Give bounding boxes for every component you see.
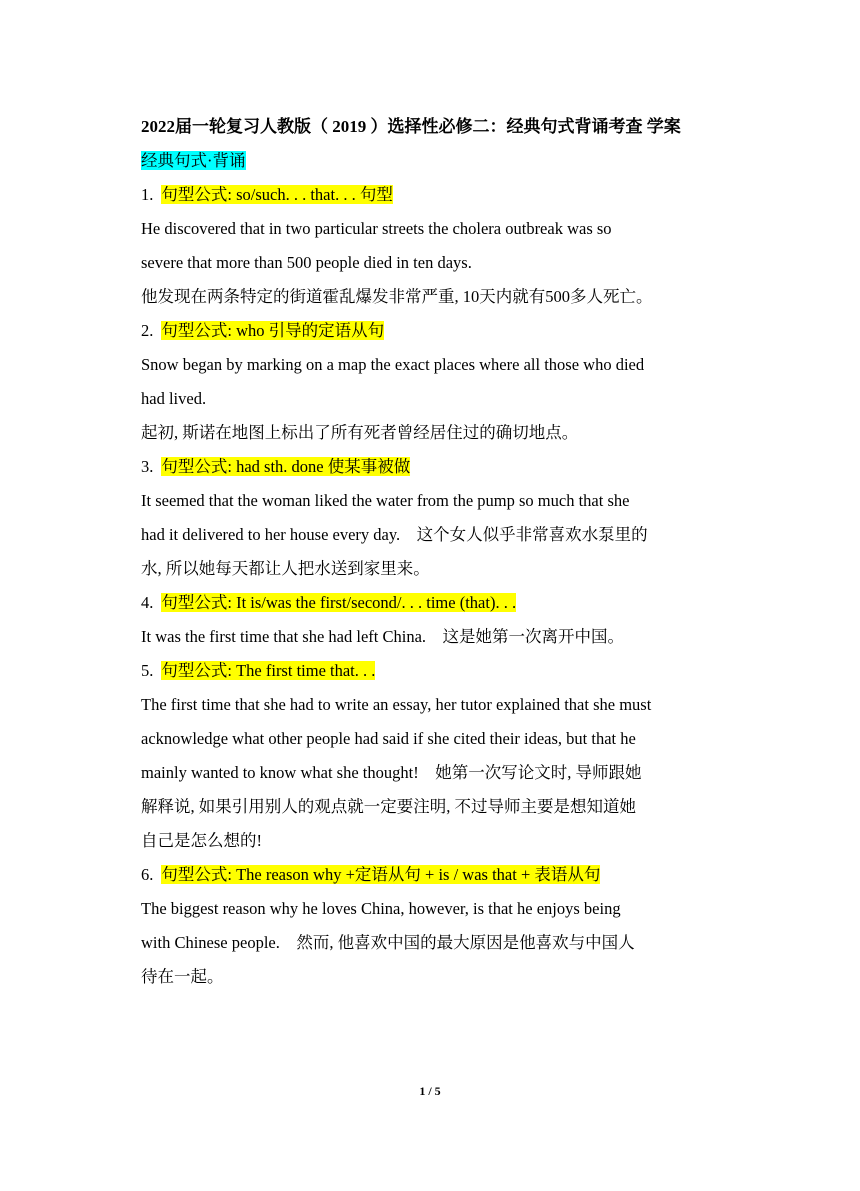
item-formula: 句型公式: so/such. . . that. . . 句型: [161, 185, 393, 204]
item-heading: [141, 450, 726, 484]
item-text-line: severe that more than 500 people died in ten days.: [141, 253, 472, 272]
item-number: 1.: [141, 185, 154, 204]
item-formula: 句型公式: It is/was the first/second/. . . time (that). . .: [161, 593, 517, 612]
item-text-line: acknowledge what other people had said if she cited their ideas, but that he: [141, 729, 636, 748]
item-heading: [141, 178, 726, 212]
item-number: 6.: [141, 865, 154, 884]
item-text-line: 待在一起。: [141, 967, 224, 986]
item-formula: 句型公式: had sth. done 使某事被做: [161, 457, 411, 476]
item-heading: [141, 858, 726, 892]
item-text-line: with Chinese people. 然而, 他喜欢中国的最大原因是他喜欢与中国人: [141, 933, 635, 952]
item-number: 3.: [141, 457, 154, 476]
item-text-line: had it delivered to her house every day. 这个女人似乎非常喜欢水泵里的: [141, 525, 648, 544]
item-text-line: It seemed that the woman liked the water from the pump so much that she: [141, 491, 630, 510]
item-text-line: 他发现在两条特定的街道霍乱爆发非常严重, 10天内就有500多人死亡。: [141, 287, 653, 306]
item-number: 2.: [141, 321, 154, 340]
item-number: 4.: [141, 593, 154, 612]
item-heading: [141, 586, 726, 620]
item-text-line: 起初, 斯诺在地图上标出了所有死者曾经居住过的确切地点。: [141, 423, 579, 442]
item-text-line: Snow began by marking on a map the exact places where all those who died: [141, 355, 645, 374]
item-formula: 句型公式: who 引导的定语从句: [161, 321, 385, 340]
item-heading: [141, 654, 726, 688]
item-text-line: mainly wanted to know what she thought! 她第一次写论文时, 导师跟她: [141, 763, 642, 782]
item-text-line: 自己是怎么想的!: [141, 831, 262, 850]
item-heading: [141, 314, 726, 348]
document-title: 2022届一轮复习人教版（ 2019 ）选择性必修二：经典句式背诵考查 学案: [141, 117, 681, 136]
item-text-line: The first time that she had to write an essay, her tutor explained that she must: [141, 695, 652, 714]
item-number: 5.: [141, 661, 154, 680]
document-body: [141, 110, 726, 994]
item-text-line: The biggest reason why he loves China, however, is that he enjoys being: [141, 899, 621, 918]
section-heading: [141, 144, 726, 178]
item-formula: 句型公式: The first time that. . .: [161, 661, 376, 680]
item-text-line: It was the first time that she had left China. 这是她第一次离开中国。: [141, 627, 625, 646]
section-heading-text: 经典句式·背诵: [141, 151, 246, 170]
item-text-line: 水, 所以她每天都让人把水送到家里来。: [141, 559, 430, 578]
item-formula: 句型公式: The reason why +定语从句 + is / was that + 表语从句: [161, 865, 601, 884]
item-text-line: He discovered that in two particular streets the cholera outbreak was so: [141, 219, 612, 238]
item-list: [141, 178, 726, 994]
page-number: 1 / 5: [419, 1084, 441, 1098]
item-text-line: had lived.: [141, 389, 207, 408]
item-text-line: 解释说, 如果引用别人的观点就一定要注明, 不过导师主要是想知道她: [141, 797, 636, 816]
